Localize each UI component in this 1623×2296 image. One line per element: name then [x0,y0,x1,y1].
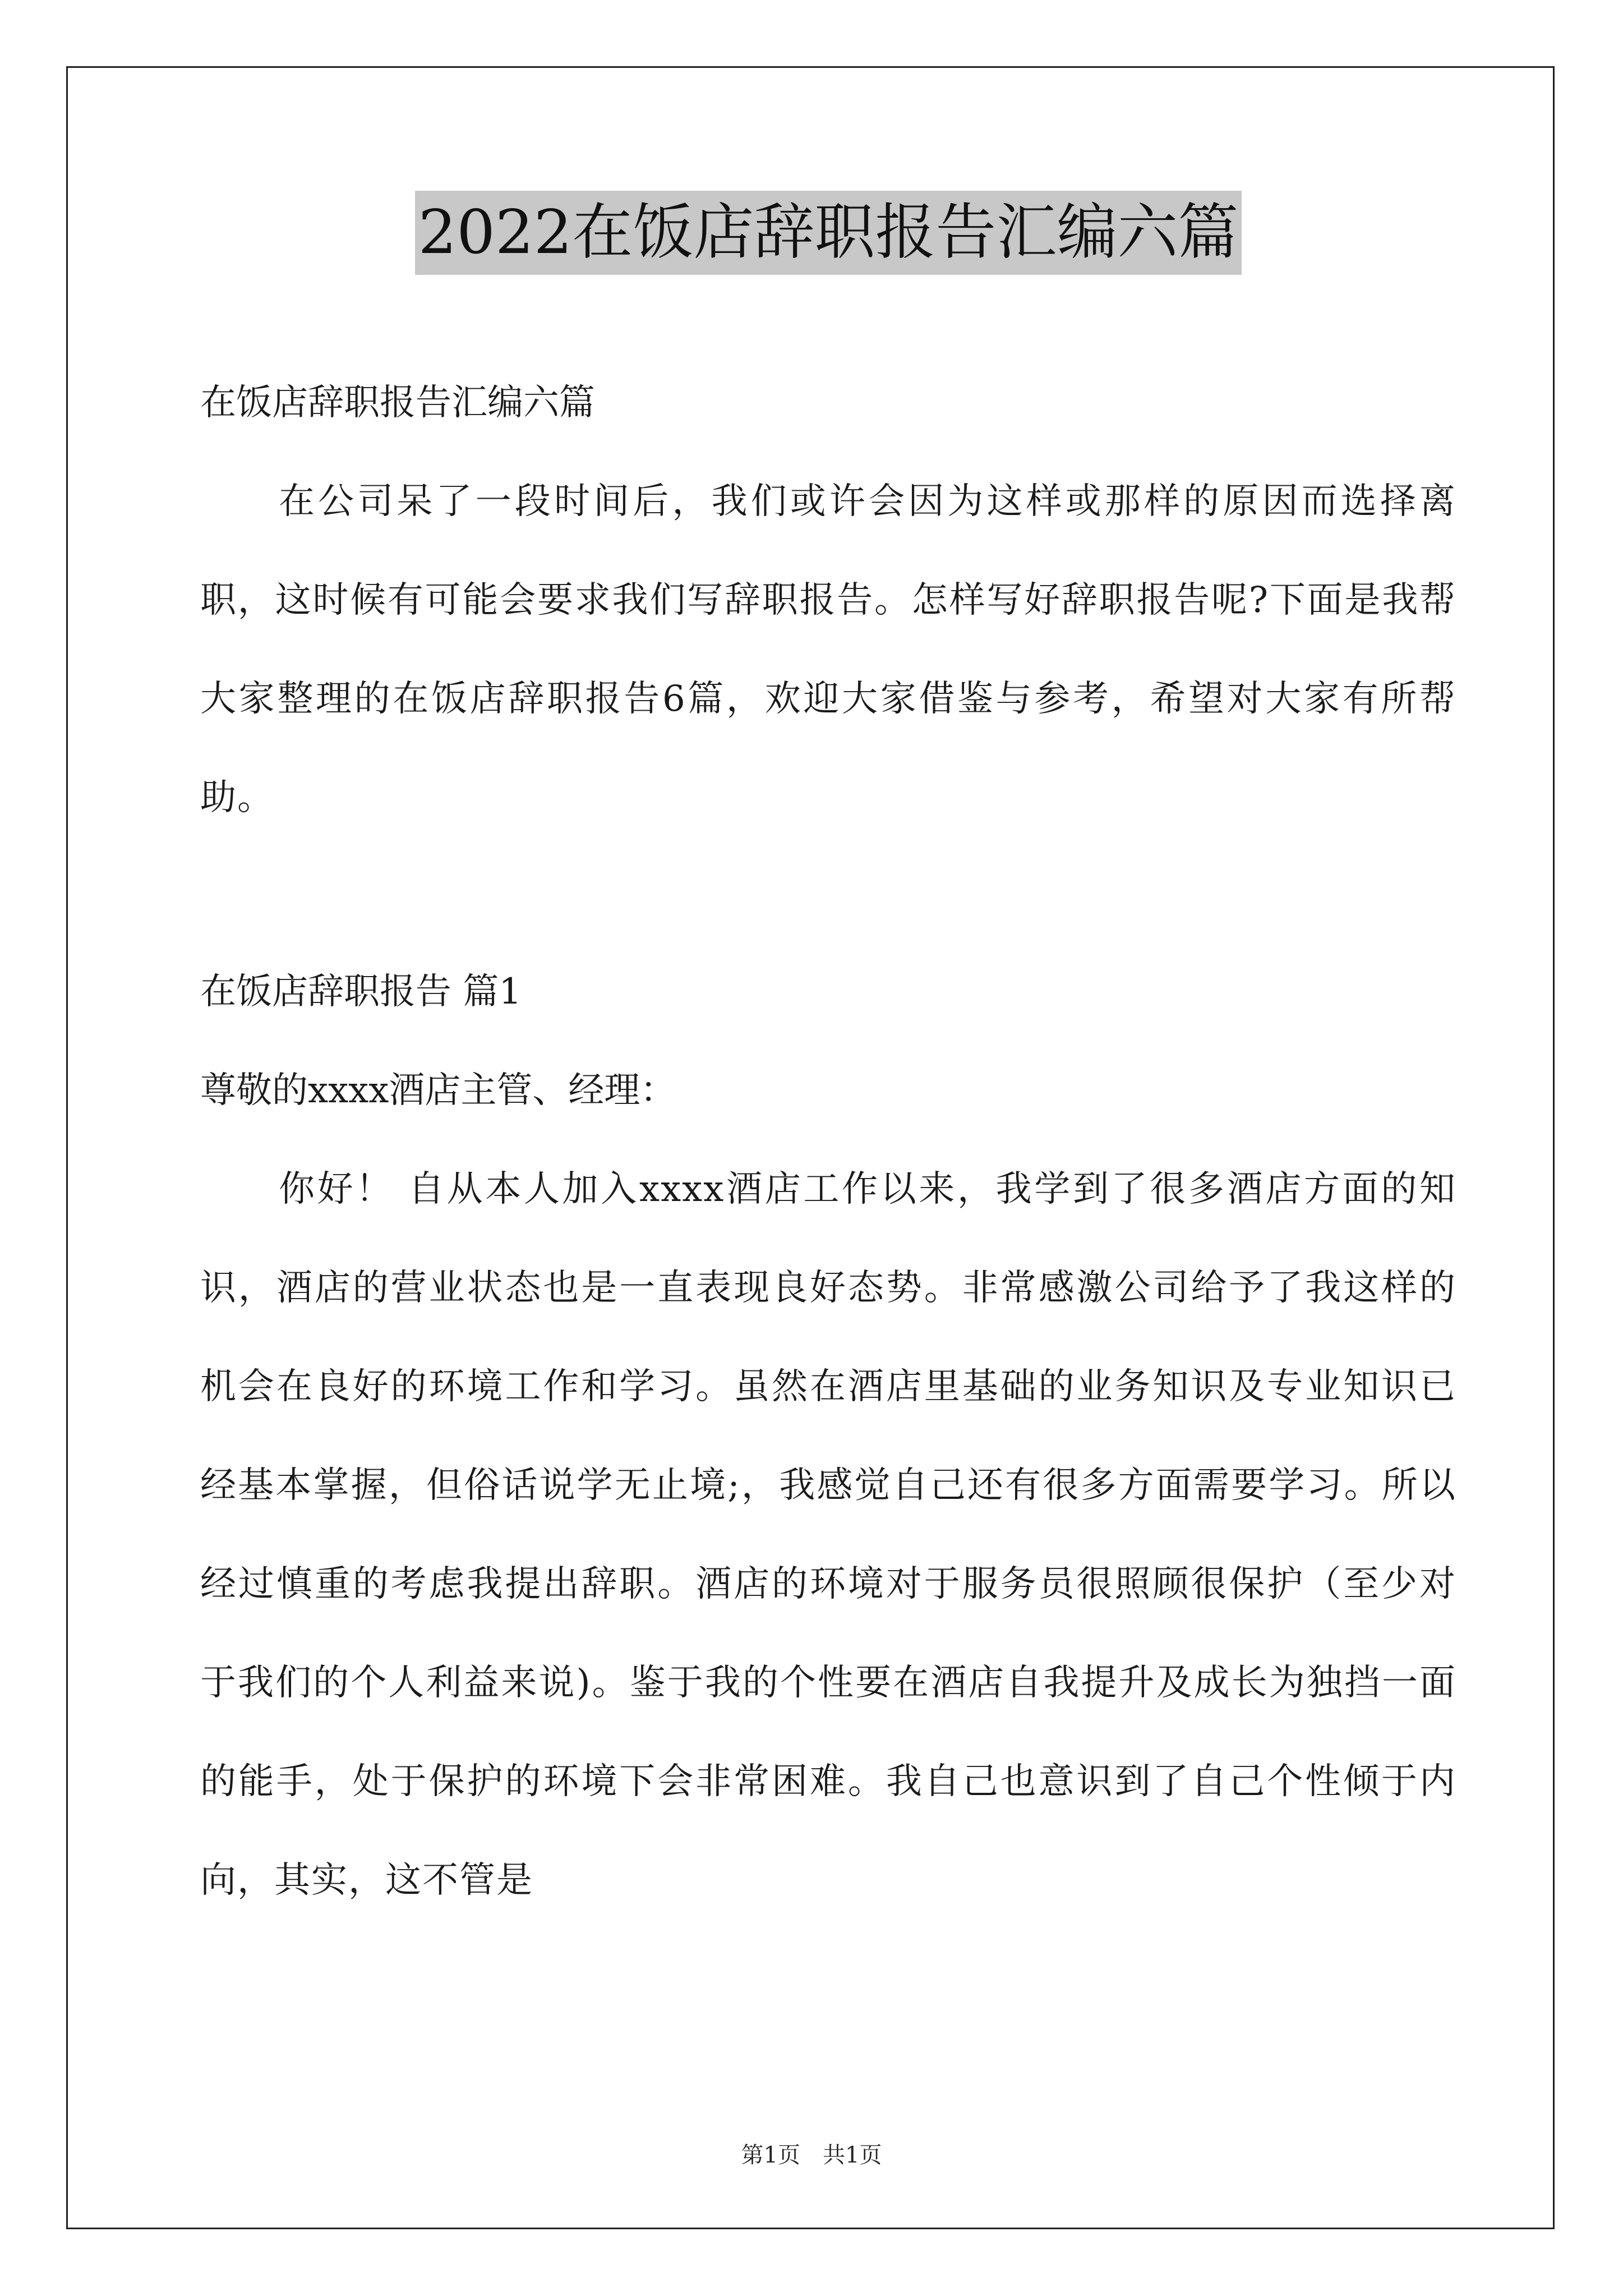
salutation: 尊敬的xxxx酒店主管、经理： [200,1070,676,1111]
page-number: 第1页 [741,2142,800,2168]
intro-paragraph: 在公司呆了一段时间后，我们或许会因为这样或那样的原因而选择离职，这时候有可能会要求我们写辞职报告。怎样写好辞职报告呢?下面是我帮大家整理的在饭店辞职报告6篇，欢迎大家借鉴与参考，希望对大家有所帮助。 [200,481,1456,818]
page-footer [0,2138,1623,2172]
document-body [200,191,1456,1930]
body-paragraph: 你好！ 自从本人加入xxxx酒店工作以来，我学到了很多酒店方面的知识，酒店的营业状态也是一直表现良好态势。非常感激公司给予了我这样的机会在良好的环境工作和学习。虽然在酒店里基础的业务知识及专业知识已经基本掌握，但俗话说学无止境;，我感觉自己还有很多方面需要学习。所以经过慎重的考虑我提出辞职。酒店的环境对于服务员很照顾很保护（至少对于我们的个人利益来说)。鉴于我的个性要在酒店自我提升及成长为独挡一面的能手，处于保护的环境下会非常困难。我自己也意识到了自己个性倾于内向，其实，这不管是 [200,1168,1456,1901]
section-gap [200,847,1456,942]
section-heading: 在饭店辞职报告 篇1 [200,971,522,1013]
title-wrap [200,191,1456,275]
document-subtitle: 在饭店辞职报告汇编六篇 [200,382,595,424]
document-title: 2022在饭店辞职报告汇编六篇 [415,191,1242,275]
page-total: 共1页 [823,2142,882,2168]
